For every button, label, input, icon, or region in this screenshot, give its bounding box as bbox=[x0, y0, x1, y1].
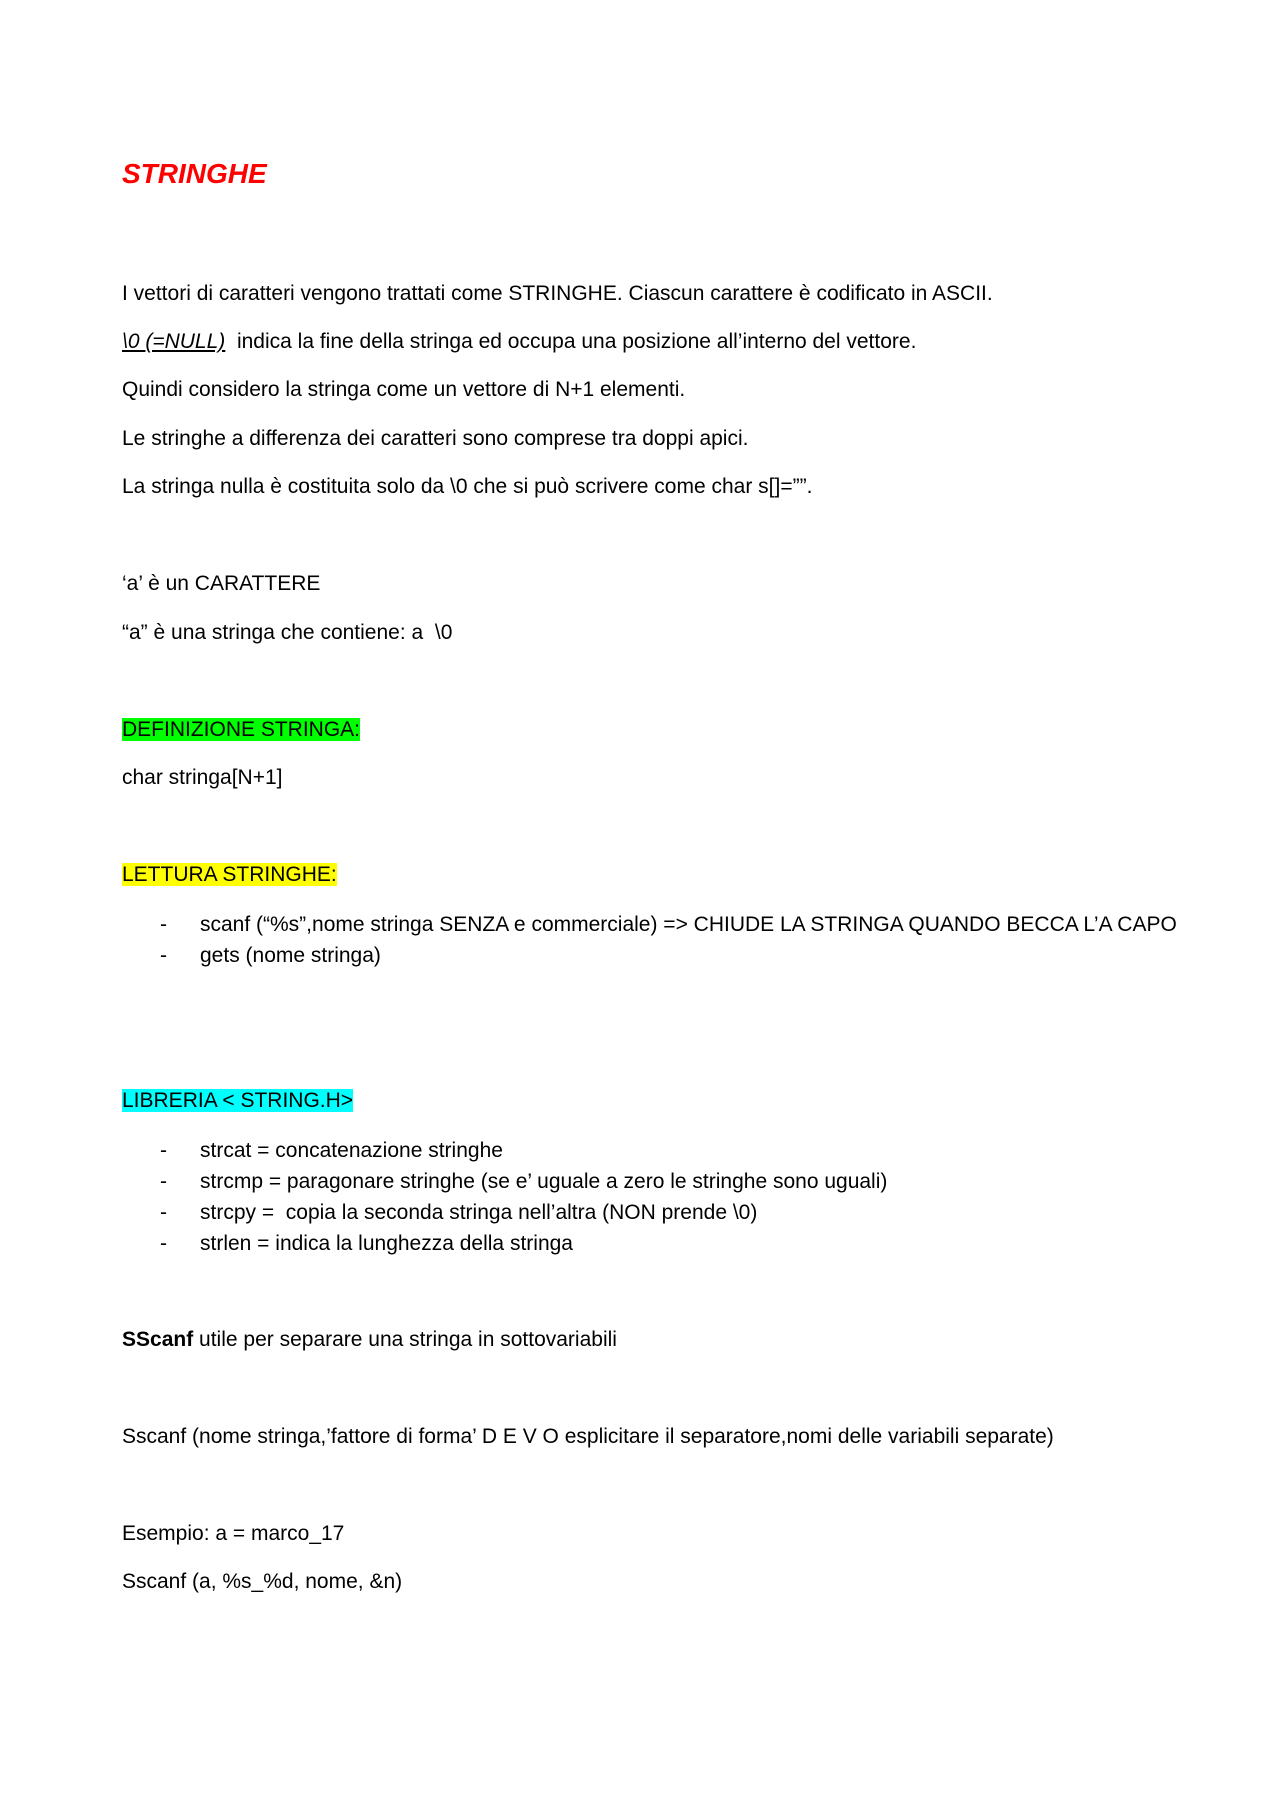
sscanf-description bbox=[122, 1327, 617, 1353]
list-item bbox=[160, 909, 1177, 940]
list-item bbox=[160, 1135, 887, 1166]
sscanf-example-2: Sscanf (a, %s_%d, nome, &n) bbox=[122, 1570, 403, 1593]
intro-line-1: I vettori di caratteri vengono trattati come STRINGHE. Ciascun carattere è codificato in ASCII. bbox=[122, 282, 993, 305]
list-item bbox=[160, 1228, 887, 1259]
list-item-text: strcat = concatenazione stringhe bbox=[200, 1139, 503, 1162]
list-item-text: strlen = indica la lunghezza della stringa bbox=[200, 1232, 573, 1255]
list-item-text: strcpy = copia la seconda stringa nell’altra (NON prende \0) bbox=[200, 1201, 758, 1224]
sscanf-term: SScanf bbox=[122, 1328, 194, 1351]
list-item-text: scanf (“%s”,nome stringa SENZA e commerciale) => CHIUDE LA STRINGA QUANDO BECCA L’A CAPO bbox=[200, 913, 1177, 936]
bullet-dash: - bbox=[160, 1170, 167, 1193]
bullet-dash: - bbox=[160, 913, 167, 936]
list-item-text: strcmp = paragonare stringhe (se e’ uguale a zero le stringhe sono uguali) bbox=[200, 1170, 888, 1193]
bullet-dash: - bbox=[160, 1201, 167, 1224]
lettura-heading bbox=[122, 862, 337, 888]
list-item bbox=[160, 940, 1177, 971]
lettura-heading-text: LETTURA STRINGHE: bbox=[122, 863, 337, 886]
libreria-heading-text: LIBRERIA < STRING.H> bbox=[122, 1089, 354, 1112]
intro-line-3: Quindi considero la stringa come un vettore di N+1 elementi. bbox=[122, 378, 686, 401]
string-line: “a” è una stringa che contiene: a \0 bbox=[122, 621, 453, 644]
list-item bbox=[160, 1166, 887, 1197]
intro-line-2-text: indica la fine della stringa ed occupa una posizione all’interno del vettore. bbox=[225, 330, 917, 353]
list-item bbox=[160, 1197, 887, 1228]
intro-line-5: La stringa nulla è costituita solo da \0 che si può scrivere come char s[]=””. bbox=[122, 475, 813, 498]
bullet-dash: - bbox=[160, 1232, 167, 1255]
sscanf-example-1: Esempio: a = marco_17 bbox=[122, 1522, 345, 1545]
list-item-text: gets (nome stringa) bbox=[200, 944, 381, 967]
sscanf-description-text: utile per separare una stringa in sottovariabili bbox=[193, 1328, 617, 1351]
intro-line-4: Le stringhe a differenza dei caratteri sono comprese tra doppi apici. bbox=[122, 427, 749, 450]
page-title: STRINGHE bbox=[122, 158, 267, 189]
sscanf-syntax: Sscanf (nome stringa,’fattore di forma’ D E V O esplicitare il separatore,nomi delle variabili separate) bbox=[122, 1425, 1054, 1448]
char-line: ‘a’ è un CARATTERE bbox=[122, 572, 321, 595]
bullet-dash: - bbox=[160, 944, 167, 967]
libreria-heading bbox=[122, 1088, 353, 1114]
lettura-list bbox=[160, 909, 1177, 971]
definizione-heading-text: DEFINIZIONE STRINGA: bbox=[122, 718, 361, 741]
null-terminator-term: \0 (=NULL) bbox=[122, 330, 226, 353]
definizione-code: char stringa[N+1] bbox=[122, 766, 283, 789]
bullet-dash: - bbox=[160, 1139, 167, 1162]
definizione-heading bbox=[122, 717, 360, 743]
libreria-list bbox=[160, 1135, 887, 1259]
intro-line-2 bbox=[122, 329, 916, 355]
